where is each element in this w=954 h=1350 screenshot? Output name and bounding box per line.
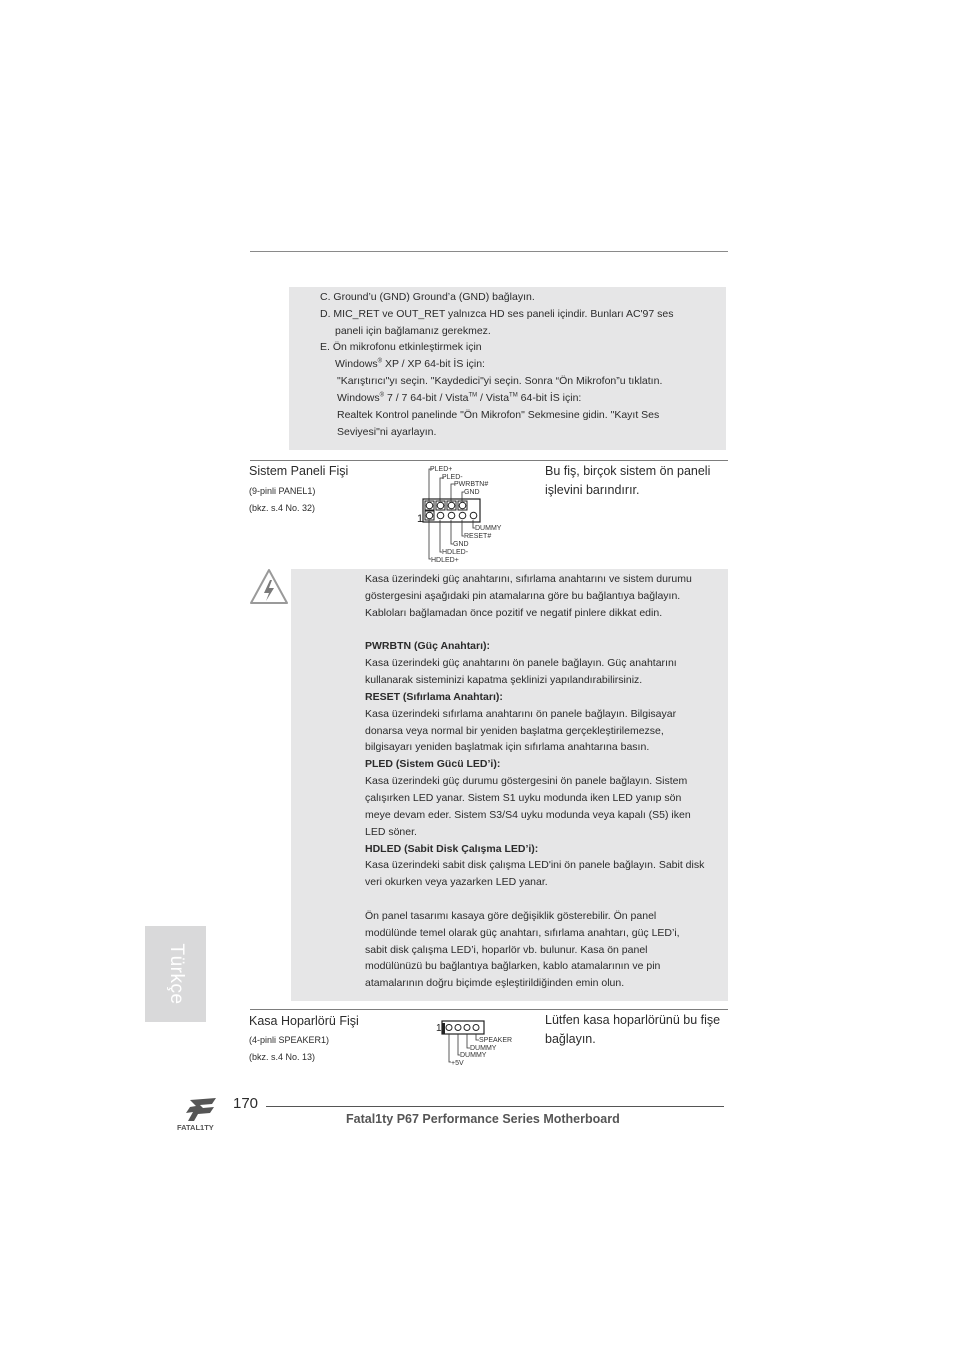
note-line: çalışırken LED yanar. Sistem S1 uyku modunda iken LED yanıp sön [365,791,682,804]
note-reset-title: RESET (Sıfırlama Anahtarı): [365,690,503,703]
panel1-pin [437,512,444,519]
header-rule [250,251,728,252]
speaker1-label-dummy2: DUMMY [460,1052,487,1059]
panel1-label-gnd: GND [464,489,480,496]
speaker-header-title: Kasa Hoparlörü Fişi [249,1014,359,1028]
panel1-pin1-label: 1 [417,513,424,525]
note-line: atamalarının doğru biçimde eşleştirildiğinden emin olun. [365,977,625,990]
panel1-label-dummy: DUMMY [475,525,502,532]
note-hdled-title: HDLED (Sabit Disk Çalışma LED’i): [365,842,539,855]
panel-header-desc-cont: işlevini barındırır. [545,483,640,497]
note-line: bilgisayarı yeniden başlatmak için sıfırlama anahtarına basın. [365,741,650,754]
note-line: meye devam eder. Sistem S3/S4 uyku modunda veya kapalı (S5) iken [365,808,691,821]
speaker-header-desc: Lütfen kasa hoparlörünü bu fişe [545,1013,721,1027]
note-line: modülünde temel olarak güç anahtarı, sıfırlama anahtarı, güç LED’i, [365,926,680,939]
panel1-pin [459,502,466,509]
speaker1-pin-diagram [433,1018,513,1070]
panel1-pin [426,502,433,509]
panel1-label-pled-plus: PLED+ [430,466,453,473]
panel1-pin [426,512,433,519]
front-panel-note [365,571,727,992]
speaker1-label-speaker: SPEAKER [479,1037,513,1044]
note-line: Kasa üzerindeki sabit disk çalışma LED'ini ön panele bağlayın. Sabit disk [365,859,705,872]
audio-step-e: E. Ön mikrofonu etkinleştirmek için [320,341,482,353]
panel1-pin [459,512,466,519]
note-line: Kasa üzerindeki sıfırlama anahtarını ön panele bağlayın. Bilgisayar [365,707,677,720]
panel1-pin [437,502,444,509]
note-line: modülünüzü bu bağlantıya bağlarken, kablo atamalarının ve pin [365,960,661,973]
win7-heading: Windows® 7 / 7 64-bit / Vista™ / Vista™ 64-bit İS için: [337,392,582,404]
panel1-label-pwrbtn: PWRBTN# [454,481,489,488]
panel1-pin [448,512,455,519]
speaker-header-pins: (4-pinli SPEAKER1) [249,1035,330,1045]
speaker1-pin1-label: 1 [436,1023,442,1034]
note-line: veri okurken veya yazarken LED yanar. [365,876,548,889]
speaker1-pin [455,1025,461,1031]
speaker1-label-5v: +5V [451,1060,464,1067]
speaker1-pin [446,1025,452,1031]
panel-header-title: Sistem Paneli Fişi [249,464,349,478]
speaker-header-desc-cont: bağlayın. [545,1032,596,1046]
panel-header-pins: (9-pinli PANEL1) [249,486,316,496]
note-pled-title: PLED (Sistem Gücü LED’i): [365,758,501,771]
speaker1-pin [473,1025,479,1031]
win7-instructions: Realtek Kontrol panelinde "Ön Mikrofon" Sekmesine gidin. "Kayıt Ses [337,409,660,421]
note-pwrbtn-title: PWRBTN (Güç Anahtarı): [365,640,491,653]
win7-instructions-cont: Seviyesi"ni ayarlayın. [337,426,437,438]
panel1-label-pled-minus: PLED- [442,474,463,481]
note-line: Ön panel tasarımı kasaya göre değişiklik gösterebilir. Ön panel [365,909,657,922]
panel-header-ref: (bkz. s.4 No. 32) [249,503,316,513]
panel1-label-hdled-minus: HDLED- [442,549,469,556]
audio-step-d: D. MIC_RET ve OUT_RET yalnızca HD ses paneli içindir. Bunları AC'97 ses [320,308,674,320]
fatal1ty-logo [176,1094,230,1136]
language-tab-label: Türkçe [166,943,187,1005]
audio-step-d-cont: paneli için bağlamanız gerekmez. [335,325,491,337]
note-line: Kasa üzerindeki güç anahtarını ön panele bağlayın. Güç anahtarını [365,657,677,670]
panel1-pin [470,512,477,519]
panel1-label-reset: RESET# [464,533,492,540]
svg-text:FATAL1TY: FATAL1TY [177,1123,214,1132]
speaker1-key [442,1023,445,1034]
speaker-header-ref: (bkz. s.4 No. 13) [249,1052,316,1062]
note-line: donarsa veya normal bir yeniden başlatma gerçekleştirilemezse, [365,724,664,737]
win-xp-heading: Windows® XP / XP 64-bit İS için: [335,358,485,370]
audio-step-c: C. Ground’u (GND) Ground’a (GND) bağlayın. [320,291,535,303]
panel-header-desc: Bu fiş, birçok sistem ön paneli [545,464,711,478]
panel1-pin-diagram [415,462,515,566]
panel1-pin [448,502,455,509]
note-line: sabit disk çalışma LED’i, hoparlör vb. bulunur. Kasa ön panel [365,943,648,956]
note-line: Kabloları bağlamadan önce pozitif ve negatif pinlere dikkat edin. [365,606,663,619]
audio-note-box [289,287,726,450]
page-number: 170 [233,1095,259,1112]
speaker1-label-dummy: DUMMY [470,1045,497,1052]
note-line: LED söner. [365,825,417,838]
panel1-label-hdled-plus: HDLED+ [431,557,459,564]
footer-rule [266,1106,724,1107]
note-line: göstergesini aşağıdaki pin atamalarına göre bu bağlantıya bağlayın. [365,589,681,602]
note-line: Kasa üzerindeki güç anahtarını, sıfırlama anahtarını ve sistem durumu [365,573,692,585]
speaker1-pin [464,1025,470,1031]
note-line: Kasa üzerindeki güç durumu göstergesini ön panele bağlayın. Sistem [365,775,688,788]
panel1-label-gnd2: GND [453,541,469,548]
footer-title: Fatal1ty P67 Performance Series Motherboard [346,1112,620,1126]
note-line: kullanarak sisteminizi kapatma şeklinizi yapılandırabilirsiniz. [365,674,643,687]
warning-icon [249,567,289,607]
section-rule [250,460,728,461]
win-xp-instructions: "Karıştırıcı"yı seçin. "Kaydedici"yi seçin. Sonra “Ön Mikrofon”u tıklatın. [337,375,663,387]
section-rule [250,1009,728,1010]
